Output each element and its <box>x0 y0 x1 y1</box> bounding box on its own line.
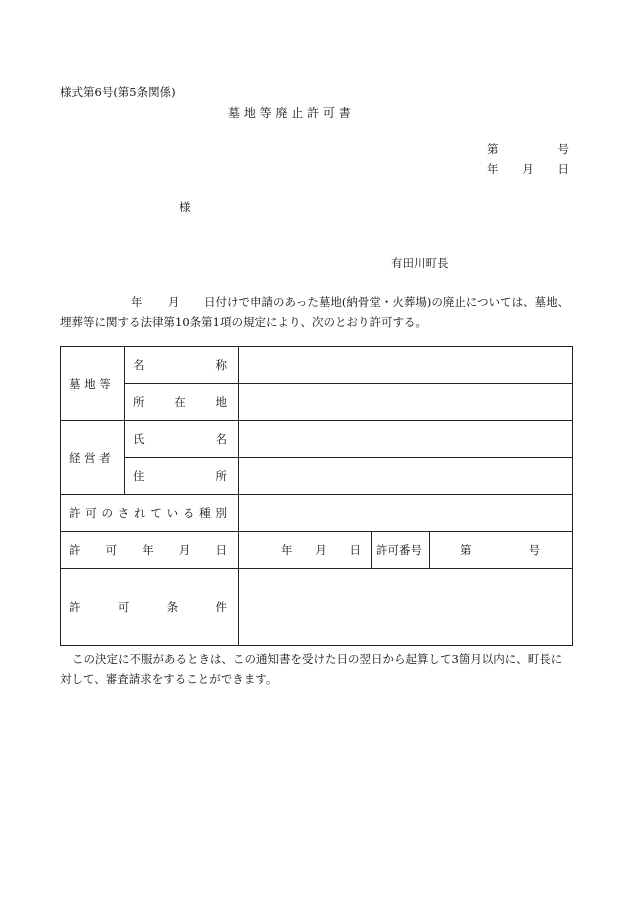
bochi-name-row <box>61 347 573 384</box>
number-go: 号 <box>557 142 569 156</box>
issuer: 有田川町長 <box>391 256 449 270</box>
conditions-label: 許 可 条 件 <box>61 569 239 646</box>
date-year: 年 <box>487 162 499 176</box>
location-label: 所 在 地 <box>125 384 239 421</box>
permit-number-value: 第 号 <box>430 532 573 569</box>
document-title: 墓 地 等 廃 止 許 可 書 <box>228 106 351 120</box>
addressee-sama: 様 <box>179 200 191 214</box>
body-year: 年 <box>131 295 143 309</box>
conditions-row <box>61 569 573 646</box>
permit-number-label: 許可番号 <box>372 532 430 569</box>
footer-line1: この決定に不服があるときは、この通知書を受けた日の翌日から起算して3箇月以内に、町長に <box>72 652 563 666</box>
body-month: 月 <box>168 295 180 309</box>
body-line1: 日付けで申請のあった墓地(納骨堂・火葬場)の廃止については、墓地、 <box>204 295 570 309</box>
number-dai: 第 <box>487 142 499 156</box>
shimei-value <box>239 421 573 458</box>
conditions-value <box>239 569 573 646</box>
permit-type-row <box>61 495 573 532</box>
operator-name-row <box>61 421 573 458</box>
footer-line2: 対して、審査請求をすることができます。 <box>60 672 278 686</box>
address-value <box>239 458 573 495</box>
operator-group-label: 経 営 者 <box>61 421 125 495</box>
body-line2: 埋葬等に関する法律第10条第1項の規定により、次のとおり許可する。 <box>60 315 427 329</box>
permit-type-value <box>239 495 573 532</box>
name-value <box>239 347 573 384</box>
permit-table <box>60 346 573 646</box>
bochi-location-row <box>61 384 573 421</box>
date-month: 月 <box>522 162 534 176</box>
name-label: 名 称 <box>125 347 239 384</box>
permit-type-label: 許 可 の さ れ て い る 種 別 <box>61 495 239 532</box>
permit-date-row <box>61 532 573 569</box>
form-label: 様式第6号(第5条関係) <box>60 85 176 99</box>
operator-address-row <box>61 458 573 495</box>
document-number <box>487 141 569 157</box>
permit-date-value: 年 月 日 <box>239 532 372 569</box>
address-label: 住 所 <box>125 458 239 495</box>
location-value <box>239 384 573 421</box>
shimei-label: 氏 名 <box>125 421 239 458</box>
document-date <box>487 161 569 177</box>
permit-date-label: 許 可 年 月 日 <box>61 532 239 569</box>
date-day: 日 <box>557 162 569 176</box>
bochi-group-label: 墓 地 等 <box>61 347 125 421</box>
